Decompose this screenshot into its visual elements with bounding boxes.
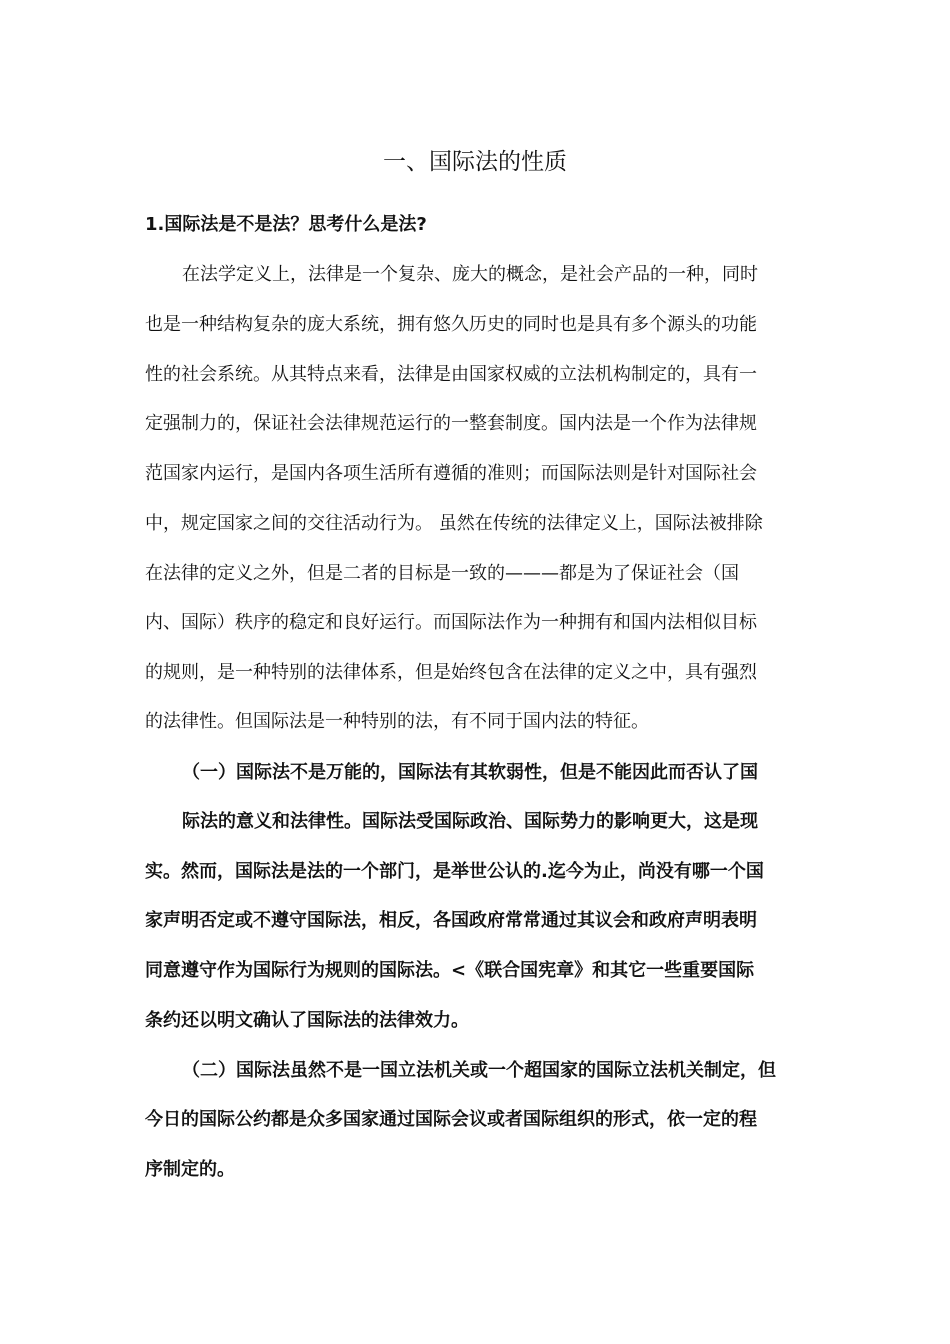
paragraph-line: 范国家内运行，是国内各项生活所有遵循的准则；而国际法则是针对国际社会 xyxy=(145,463,757,484)
paragraph-line: 内、国际）秩序的稳定和良好运行。而国际法作为一种拥有和国内法相似目标 xyxy=(145,612,757,633)
point-line: 条约还以明文确认了国际法的法律效力。 xyxy=(145,1010,469,1031)
point-line: 序制定的。 xyxy=(145,1159,235,1180)
page-title: 一、国际法的性质 xyxy=(383,149,567,175)
point-line: 今日的国际公约都是众多国家通过国际会议或者国际组织的形式，依一定的程 xyxy=(145,1109,757,1130)
point-line: 家声明否定或不遵守国际法，相反，各国政府常常通过其议会和政府声明表明 xyxy=(145,910,757,931)
question-heading: 1.国际法是不是法？思考什么是法? xyxy=(145,214,427,235)
point-line: 同意遵守作为国际行为规则的国际法。<《联合国宪章》和其它一些重要国际 xyxy=(145,960,755,981)
paragraph-line: 在法学定义上，法律是一个复杂、庞大的概念，是社会产品的一种，同时 xyxy=(182,264,758,285)
paragraph-line: 也是一种结构复杂的庞大系统，拥有悠久历史的同时也是具有多个源头的功能 xyxy=(145,314,757,335)
paragraph-line: 定强制力的，保证社会法律规范运行的一整套制度。国内法是一个作为法律规 xyxy=(145,413,757,434)
paragraph-line: 在法律的定义之外，但是二者的目标是一致的———都是为了保证社会（国 xyxy=(145,563,739,584)
point-line: （一）国际法不是万能的，国际法有其软弱性，但是不能因此而否认了国 xyxy=(182,762,758,783)
paragraph-line: 的法律性。但国际法是一种特别的法，有不同于国内法的特征。 xyxy=(145,711,649,732)
point-line: （二）国际法虽然不是一国立法机关或一个超国家的国际立法机关制定，但 xyxy=(182,1060,776,1081)
point-line: 际法的意义和法律性。国际法受国际政治、国际势力的影响更大，这是现 xyxy=(182,811,758,832)
paragraph-line: 的规则，是一种特别的法律体系，但是始终包含在法律的定义之中，具有强烈 xyxy=(145,662,757,683)
paragraph-line: 性的社会系统。从其特点来看，法律是由国家权威的立法机构制定的，具有一 xyxy=(145,364,757,385)
paragraph-line: 中，规定国家之间的交往活动行为。 虽然在传统的法律定义上，国际法被排除 xyxy=(145,513,763,534)
point-line: 实。然而，国际法是法的一个部门，是举世公认的.迄今为止，尚没有哪一个国 xyxy=(145,861,764,882)
